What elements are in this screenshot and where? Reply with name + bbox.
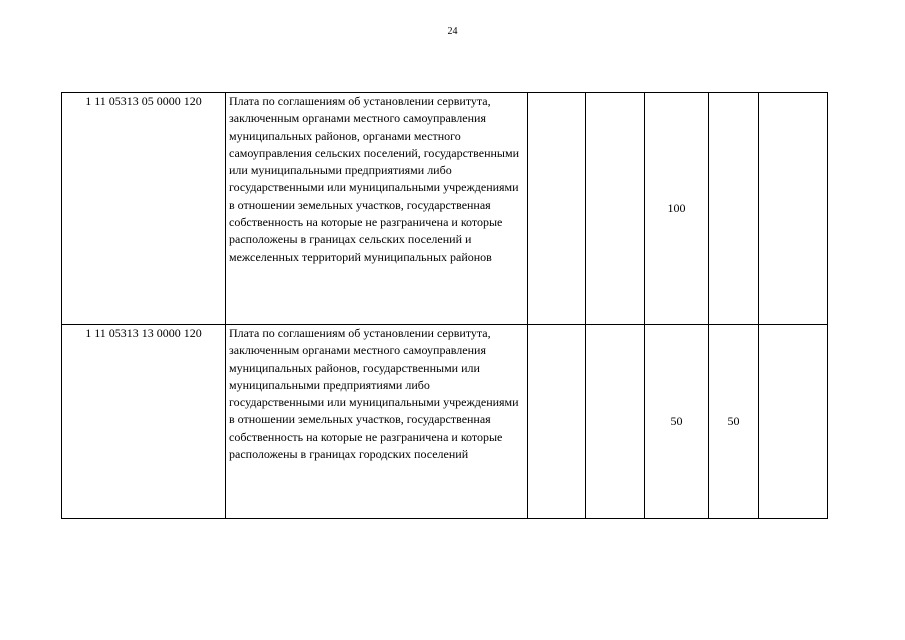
value-cell-col-4: 50 [709,325,759,519]
value-cell-col-3: 100 [645,93,709,325]
revenue-description-cell: Плата по соглашениям об установлении сервитута, заключенным органами местного самоуправления муниципальных районов, органами местного самоуправления сельских поселений, государственными или муниципальными предприятиями либо государственными или муниципальными учреждениями в отношении земельных участков, государственная собственность на которые не разграничена и которые расположены в границах сельских поселений и межселенных территорий муниципальных районов [226,93,528,325]
revenue-description-cell: Плата по соглашениям об установлении сервитута, заключенным органами местного самоуправления муниципальных районов, государственными или муниципальными предприятиями либо государственными или муниципальными учреждениями в отношении земельных участков, государственная собственность на которые не разграничена и которые расположены в границах городских поселений [226,325,528,519]
value-cell-col-4 [709,93,759,325]
value-cell-col-2 [586,93,645,325]
value-cell-col-3: 50 [645,325,709,519]
value-cell-col-1 [528,93,586,325]
value-cell-col-5 [759,325,828,519]
revenue-code-cell: 1 11 05313 13 0000 120 [62,325,226,519]
table-row [62,93,828,325]
table-row [62,325,828,519]
revenue-code-cell: 1 11 05313 05 0000 120 [62,93,226,325]
page-number: 24 [447,26,458,37]
value-cell-col-2 [586,325,645,519]
value-cell-col-5 [759,93,828,325]
value-cell-col-1 [528,325,586,519]
revenue-table [61,92,828,519]
